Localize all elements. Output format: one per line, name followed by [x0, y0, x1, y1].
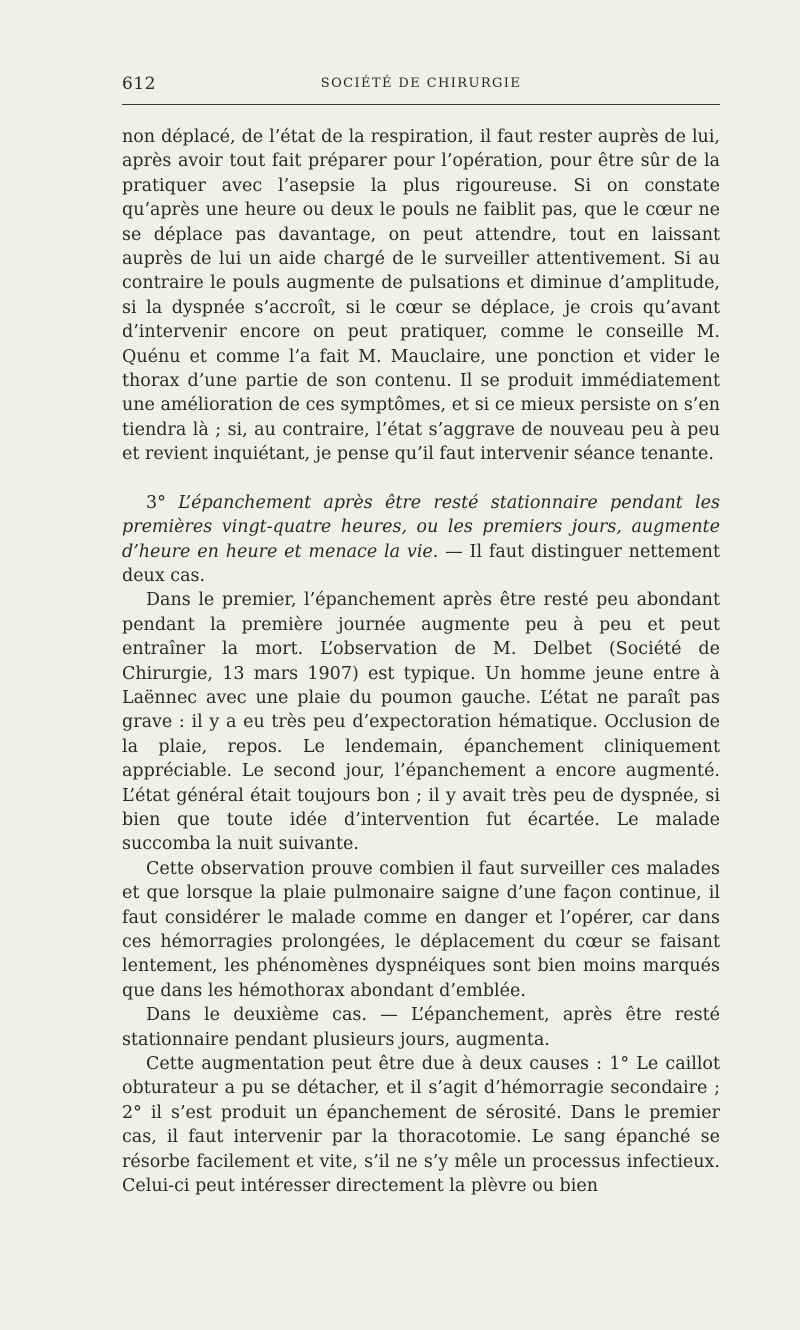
paragraph-continued: non déplacé, de l’état de la respiration, il faut rester auprès de lui, après avoir tout fait préparer pour l’opération, pour être sûr de la pratiquer avec l’asepsie la plus rigoureuse. Si on constate qu’après une heure ou deux le pouls ne faiblit pas, que le cœur ne se déplace pas davantage, on peut attendre, tout en laissant auprès de lui un aide chargé de le surveiller attentivement. Si au contraire le pouls augmente de pulsations et diminue d’amplitude, si la dyspnée s’accroît, si le cœur se déplace, je crois qu’avant d’intervenir encore on peut pratiquer, comme le conseille M. Quénu et comme l’a fait M. Mauclaire, une ponction et vider le thorax d’une partie de son contenu. Il se produit immédiatement une amélioration de ces symptômes, et si ce mieux persiste on s’en tiendra là ; si, au contraire, l’état s’aggrave de nouveau peu à peu et revient inquiétant, je pense qu’il faut intervenir séance tenante. — [122, 127, 720, 465]
section-heading: L’épanchement après être resté stationnaire pendant les premières vingt-quatre heures, ou les premiers jours, augmente d’heure en heure et menace la vie. — [122, 492, 720, 562]
paragraph-observation: Cette observation prouve combien il faut surveiller ces malades et que lorsque la plaie pulmonaire saigne d’une façon continue, il faut considérer le malade comme en danger et l’opérer, car dans ces hémorragies prolongées, le déplacement du cœur se faisant lentement, les phénomènes dyspnéiques sont bien moins marqués que dans les hémothorax abondant d’emblée. — [122, 858, 720, 1001]
paragraph-causes: Cette augmentation peut être due à deux causes : 1° Le caillot obturateur a pu se détacher, et il s’agit d’hémorragie secondaire ; 2° il s’est produit un épanchement de sérosité. Dans le premier cas, il faut intervenir par la thoracotomie. Le sang épanché se résorbe facilement et vite, s’il ne s’y mêle un processus infectieux. Celui-ci peut intéresser directement la plèvre ou bien — [122, 1054, 720, 1197]
header-rule — [122, 104, 720, 105]
section-lead: — Il faut distinguer nettement deux cas. — [122, 541, 720, 586]
running-title: SOCIÉTÉ DE CHIRURGIE — [320, 76, 522, 91]
page-number: 612 — [122, 74, 156, 94]
page-header — [122, 74, 720, 98]
body-text — [122, 125, 720, 1198]
paragraph-second-case: Dans le deuxième cas. — L’épanchement, après être resté stationnaire pendant plusieurs jours, augmenta. — [122, 1005, 720, 1050]
paragraph-first-case: Dans le premier, l’épanchement après être resté peu abondant pendant la première journée augmente peu à peu et peut entraîner la mort. L’observation de M. Delbet (Société de Chirurgie, 13 mars 1907) est typique. Un homme jeune entre à Laënnec avec une plaie du poumon gauche. L’état ne paraît pas grave : il y a eu très peu d’expectoration hématique. Occlusion de la plaie, repos. Le lendemain, épanchement cliniquement appréciable. Le second jour, l’épanchement a encore augmenté. L’état général était toujours bon ; il y avait très peu de dyspnée, si bien que toute idée d’intervention fut écartée. Le malade succomba la nuit suivante. — [122, 590, 720, 855]
paragraph-section-3 — [122, 491, 720, 589]
section-number: 3° — [146, 492, 166, 513]
